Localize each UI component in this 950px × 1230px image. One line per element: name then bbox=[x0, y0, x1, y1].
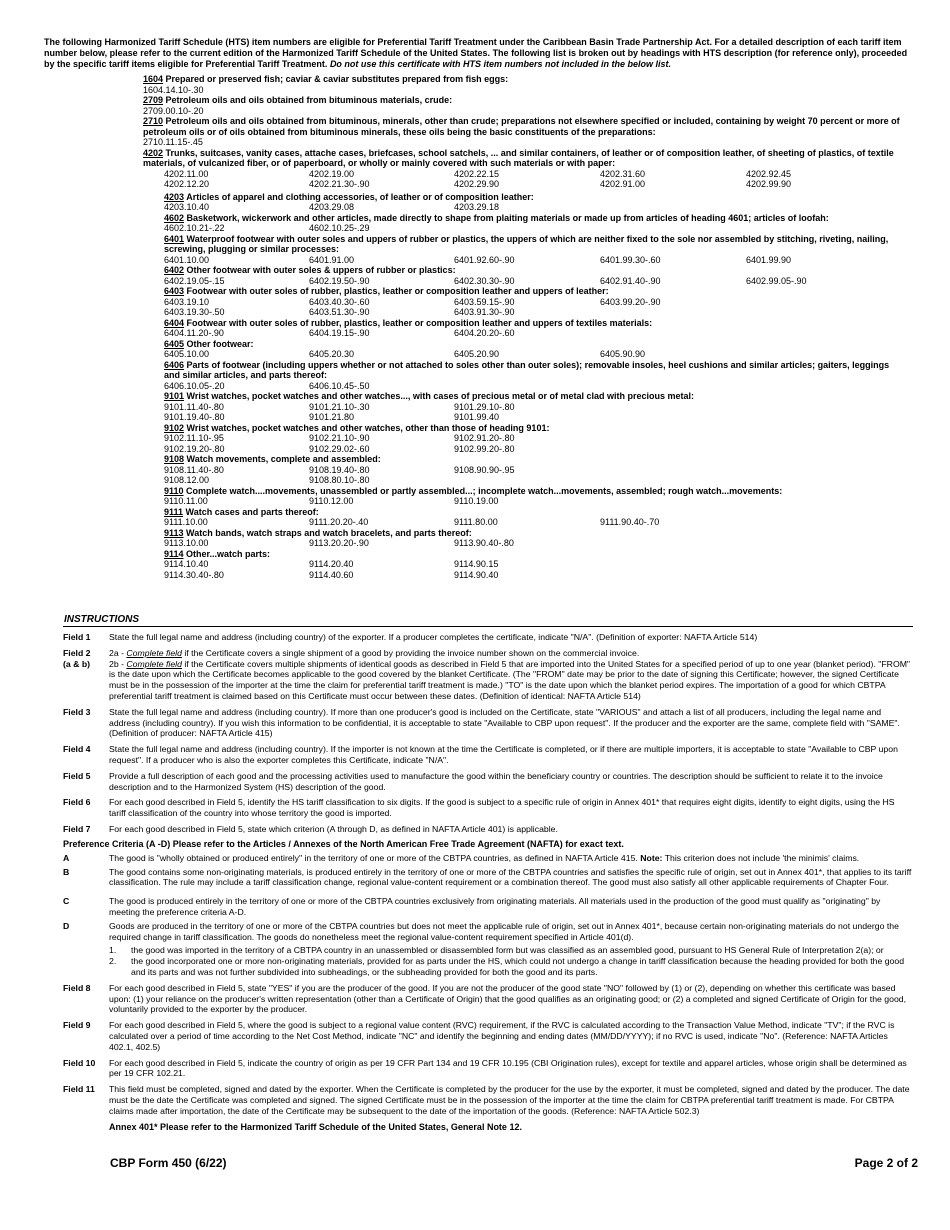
hts-item-code: 9113.20.20-.90 bbox=[309, 538, 369, 548]
hts-heading-9101 bbox=[164, 391, 904, 402]
field-9-label: Field 9 bbox=[63, 1020, 91, 1031]
hts-heading-code: 4602 bbox=[164, 212, 185, 223]
field-2-label-main: Field 2 bbox=[63, 647, 91, 658]
hts-heading-desc: Prepared or preserved fish; caviar & caviar substitutes prepared from fish eggs: bbox=[163, 74, 509, 84]
hts-item-code: 6403.19.30-.50 bbox=[164, 307, 225, 317]
hts-item-code: 9101.21.80 bbox=[309, 412, 355, 422]
hts-heading-code: 6403 bbox=[164, 286, 185, 296]
hts-item-code: 6401.91.00 bbox=[309, 254, 355, 265]
field-4 bbox=[63, 744, 913, 766]
hts-heading-desc: Other footwear: bbox=[184, 338, 254, 349]
field-1-label: Field 1 bbox=[63, 632, 91, 642]
hts-heading-desc: Footwear with outer soles of rubber, plastics, leather or composition leather and uppers of textiles materials: bbox=[184, 317, 653, 328]
hts-heading-code: 9110 bbox=[164, 485, 184, 496]
hts-item-code: 9102.99.20-.80 bbox=[454, 443, 515, 454]
hts-heading-desc: Petroleum oils and oils obtained from bituminous materials, crude: bbox=[163, 95, 453, 105]
criterion-a-text bbox=[109, 853, 913, 864]
hts-code-row bbox=[0, 412, 950, 423]
sub-1-number: 1. bbox=[109, 945, 117, 956]
hts-item-code: 9101.99.40 bbox=[454, 412, 500, 422]
field-8-label: Field 8 bbox=[63, 982, 91, 993]
field-2b-link: Complete field bbox=[126, 658, 182, 669]
hts-code-row bbox=[0, 255, 950, 266]
hts-item-code: 6402.30.30-.90 bbox=[454, 275, 515, 286]
criterion-c bbox=[63, 896, 913, 918]
hts-item-code: 6404.20.20-.60 bbox=[454, 328, 515, 338]
hts-item-code: 9114.40.60 bbox=[309, 569, 354, 580]
hts-item-code: 6405.20.30 bbox=[309, 349, 355, 359]
hts-item-code: 6402.99.05-.90 bbox=[746, 275, 807, 286]
hts-item-code: 4202.11.00 bbox=[164, 168, 209, 179]
hts-item-code: 2710.11.15-.45 bbox=[143, 137, 203, 147]
hts-item-code: 9110.11.00 bbox=[164, 496, 208, 506]
hts-heading-code: 6405 bbox=[164, 338, 185, 349]
hts-item-code: 9101.21.10-.30 bbox=[309, 401, 370, 412]
hts-item-code: 4202.99.90 bbox=[746, 179, 792, 189]
hts-item-code: 9110.19.00 bbox=[454, 496, 499, 506]
field-6 bbox=[63, 797, 913, 819]
hts-item-code: 9111.20.20-.40 bbox=[309, 517, 369, 527]
field-2b bbox=[109, 659, 913, 702]
hts-item-code: 6403.91.30-.90 bbox=[454, 307, 515, 317]
hts-code-row bbox=[0, 276, 950, 287]
page-footer bbox=[110, 1156, 918, 1172]
criterion-a-body: The good is "wholly obtained or produced entirely" in the territory of one or more of the CBTPA countries, as defined in NAFTA Article 415. bbox=[109, 852, 641, 863]
preference-criteria-title: Preference Criteria (A -D) Please refer to the Articles / Annexes of the North American Free Trade Agreement (NAFTA) for exact text. bbox=[63, 838, 624, 849]
field-2a-link: Complete field bbox=[126, 647, 182, 658]
annex-note: Annex 401* Please refer to the Harmonized Tariff Schedule of the United States, General Note 12. bbox=[109, 1122, 522, 1133]
hts-item-code: 9111.10.00 bbox=[164, 517, 208, 527]
hts-item-code: 6403.99.20-.90 bbox=[600, 296, 661, 307]
hts-item-code: 4202.22.15 bbox=[454, 168, 500, 179]
field-3-label: Field 3 bbox=[63, 706, 91, 717]
field-11 bbox=[63, 1084, 913, 1116]
hts-code-row bbox=[0, 496, 950, 507]
criterion-d-label: D bbox=[63, 920, 70, 931]
hts-heading-9102 bbox=[164, 423, 904, 434]
hts-heading-code: 2710 bbox=[143, 116, 164, 126]
field-2a-text: if the Certificate covers a single shipment of a good by providing the invoice number shown on the commercial invoice. bbox=[181, 647, 640, 658]
instructions-title: INSTRUCTIONS bbox=[63, 614, 913, 627]
hts-heading-desc: Complete watch....movements, unassembled or partly assembled...; incomplete watch...movements, assembled; rough watch...movements: bbox=[183, 485, 783, 496]
hts-item-code: 9114.10.40 bbox=[164, 559, 209, 569]
field-9 bbox=[63, 1020, 913, 1052]
hts-heading-code: 1604 bbox=[143, 74, 164, 84]
hts-item-code: 9110.12.00 bbox=[309, 496, 354, 506]
hts-item-code: 9114.90.40 bbox=[454, 569, 499, 580]
hts-heading-6402 bbox=[164, 265, 904, 276]
hts-heading-desc: Other...watch parts: bbox=[183, 548, 271, 559]
hts-item-code: 4202.12.20 bbox=[164, 179, 210, 189]
criterion-d-sub-2 bbox=[109, 956, 913, 978]
hts-heading-2710 bbox=[143, 116, 903, 137]
hts-heading-9111 bbox=[164, 507, 904, 518]
intro-text: The following Harmonized Tariff Schedule (HTS) item numbers are eligible for Preferential Tariff Treatment under the Caribbean Basin Trade Partnership Act. For a detailed description of each tariff item number below, please refer to the current edition of the Harmonized Tariff Schedule of the United States. The following list is broken out by headings with HTS description (for reference only), proceeded by the specific tariff items eligible for Preferential Tariff Treatment. bbox=[44, 37, 908, 69]
hts-heading-6404 bbox=[164, 318, 904, 329]
field-7-text: For each good described in Field 5, state which criterion (A through D, as defined in NAFTA Article 401) is applicable. bbox=[109, 823, 558, 834]
hts-item-code: 9111.80.00 bbox=[454, 517, 498, 527]
hts-code-row bbox=[0, 137, 950, 148]
hts-heading-code: 6406 bbox=[164, 359, 185, 370]
hts-item-code: 4202.19.00 bbox=[309, 168, 355, 179]
hts-item-code: 4203.10.40 bbox=[164, 202, 210, 212]
hts-heading-6401 bbox=[164, 234, 904, 255]
hts-heading-code: 6402 bbox=[164, 265, 185, 275]
criterion-d bbox=[63, 921, 913, 943]
hts-heading-desc: Waterproof footwear with outer soles and uppers of rubber or plastics, the uppers of which are neither fixed to the sole nor assembled by stitching, riveting, nailing, screwing, plugging or similar processes: bbox=[164, 233, 889, 254]
field-4-label: Field 4 bbox=[63, 744, 91, 755]
hts-code-row bbox=[0, 570, 950, 581]
hts-item-code: 9101.19.40-.80 bbox=[164, 412, 225, 422]
hts-item-code: 6402.91.40-.90 bbox=[600, 275, 661, 286]
hts-heading-code: 4202 bbox=[143, 147, 164, 158]
form-number: CBP Form 450 (6/22) bbox=[110, 1156, 227, 1170]
hts-code-row bbox=[0, 169, 950, 180]
hts-heading-6403 bbox=[164, 286, 904, 297]
criterion-b bbox=[63, 867, 913, 889]
field-2-label-sub: (a & b) bbox=[63, 658, 91, 669]
hts-heading-9108 bbox=[164, 454, 904, 465]
intro-warning: Do not use this certificate with HTS item numbers not included in the below list. bbox=[329, 59, 671, 69]
criterion-d-sub-1 bbox=[109, 945, 913, 956]
field-2-label bbox=[63, 648, 109, 670]
hts-heading-code: 9111 bbox=[164, 506, 184, 517]
hts-code-row bbox=[0, 349, 950, 360]
hts-item-code: 4602.10.25-.29 bbox=[309, 223, 370, 233]
criterion-c-text: The good is produced entirely in the territory of one or more of the CBTPA countries exclusively from originating materials. All materials used in the production of the good must qualify as "originating" by meeting the preference criteria A-D. bbox=[109, 896, 881, 917]
hts-heading-desc: Parts of footwear (including uppers whether or not attached to soles other than outer soles); removable insoles, heel cushions and similar articles; gaiters, leggings and similar articles, and parts thereof: bbox=[164, 359, 890, 380]
field-6-text: For each good described in Field 5, identify the HS tariff classification to six digits. If the good is subject to a specific rule of origin in Annex 401* that requires eight digits, identify to eight digits, using the HS tariff classification of the country into whose territory the good is imported. bbox=[109, 797, 895, 819]
hts-heading-9114 bbox=[164, 549, 904, 560]
hts-heading-code: 9113 bbox=[164, 527, 184, 538]
hts-list bbox=[0, 74, 950, 580]
hts-item-code: 9108.80.10-.80 bbox=[309, 475, 370, 485]
hts-item-code: 9108.19.40-.80 bbox=[309, 464, 370, 475]
hts-item-code: 9101.11.40-.80 bbox=[164, 401, 224, 412]
hts-item-code: 9111.90.40-.70 bbox=[600, 517, 660, 527]
hts-item-code: 6401.10.00 bbox=[164, 254, 210, 265]
hts-code-row bbox=[0, 328, 950, 339]
hts-heading-9113 bbox=[164, 528, 904, 539]
hts-code-row bbox=[0, 202, 950, 213]
hts-item-code: 6405.10.00 bbox=[164, 349, 210, 359]
hts-item-code: 9108.12.00 bbox=[164, 475, 210, 485]
hts-item-code: 6403.40.30-.60 bbox=[309, 296, 370, 307]
instructions-section bbox=[63, 614, 913, 1132]
hts-item-code: 4202.21.30-.90 bbox=[309, 179, 370, 189]
field-9-text: For each good described in Field 5, where the good is subject to a regional value content (RVC) requirement, if the RVC is calculated according to the Transaction Value Method, indicate "TV"; if the RVC is calculated over a period of time according to the Net Cost Method, indicate "NC" and identify the beginning and ending dates (MM/DD/YYYY); if no RVC is used, indicate "No". (Reference: NAFTA Articles 402.1, 402.5) bbox=[109, 1020, 895, 1052]
field-2a bbox=[109, 648, 913, 659]
hts-code-row bbox=[0, 106, 950, 117]
hts-item-code: 6401.99.30-.60 bbox=[600, 254, 661, 265]
field-2-text bbox=[109, 648, 913, 702]
hts-heading-desc: Wrist watches, pocket watches and other watches, other than those of heading 9101: bbox=[184, 422, 550, 433]
hts-item-code: 9113.10.00 bbox=[164, 538, 209, 548]
hts-item-code: 9114.90.15 bbox=[454, 559, 499, 569]
criterion-a-note: This criterion does not include 'the minimis' claims. bbox=[662, 852, 860, 863]
field-5 bbox=[63, 771, 913, 793]
field-10 bbox=[63, 1058, 913, 1080]
field-5-text: Provide a full description of each good and the processing activities used to manufacture the good within the beneficiary country or countries. The description should be sufficient to relate it to the invoice description and to the Harmonized System (HS) description of the good. bbox=[109, 770, 883, 792]
field-7 bbox=[63, 824, 913, 835]
hts-item-code: 9102.11.10-.95 bbox=[164, 433, 224, 443]
hts-item-code: 6402.19.05-.15 bbox=[164, 275, 225, 286]
hts-heading-code: 9114 bbox=[164, 548, 184, 559]
hts-heading-desc: Wrist watches, pocket watches and other watches..., with cases of precious metal or of metal clad with precious metal: bbox=[184, 391, 695, 401]
hts-code-row bbox=[0, 433, 950, 444]
hts-item-code: 9108.90.90-.95 bbox=[454, 464, 515, 475]
hts-item-code: 4203.29.18 bbox=[454, 202, 500, 212]
hts-item-code: 2709.00.10-.20 bbox=[143, 105, 204, 116]
hts-code-row bbox=[0, 85, 950, 96]
hts-item-code: 4202.31.60 bbox=[600, 168, 646, 179]
criterion-c-label: C bbox=[63, 896, 70, 907]
hts-code-row bbox=[0, 297, 950, 308]
hts-code-row bbox=[0, 538, 950, 549]
hts-item-code: 9102.19.20-.80 bbox=[164, 443, 225, 454]
hts-heading-code: 6401 bbox=[164, 233, 185, 244]
field-2b-text: if the Certificate covers multiple shipments of identical goods as described in Field 5 that are imported into the United States for a specified period of up to one year (blanket period). "FROM" is the date upon which the Certificate becomes applicable to the good covered by the blanket Certificate. (The "FROM" date may be prior to the date of signing this Certificate; however, the signed Certificate must be in the possession of the importer at the time the claim for preferential tariff treatment is made.) "TO" is the date upon which the blanket period expires. The importation of a good for which CBTPA preferential tariff treatment is claimed based on this Certificate must occur between these dates. (Definition of identical: NAFTA Article 514) bbox=[109, 658, 911, 701]
sub-2-number: 2. bbox=[109, 956, 117, 967]
hts-item-code: 6406.10.05-.20 bbox=[164, 380, 225, 391]
hts-item-code: 9114.30.40-.80 bbox=[164, 569, 224, 580]
hts-heading-6405 bbox=[164, 339, 904, 350]
field-3-text: State the full legal name and address (including country). If more than one producer's good is included on the Certificate, state "VARIOUS" and attach a list of all producers, including the legal name and address (including country). If you wish this information to be confidential, it is acceptable to state "Available to CBP upon request". If the producer and the exporter are the same, complete field with "SAME". (Definition of producer: NAFTA Article 415) bbox=[109, 706, 900, 739]
hts-heading-desc: Footwear with outer soles of rubber, plastics, leather or composition leather and uppers of leather: bbox=[184, 286, 609, 296]
hts-heading-desc: Watch cases and parts thereof: bbox=[183, 506, 319, 517]
field-10-text: For each good described in Field 5, indicate the country of origin as per 19 CFR Part 134 and 19 CFR 10.195 (CBI Origination rules), except for textile and apparel articles, whose origin shall be determined as per 19 CFR 102.21. bbox=[109, 1057, 907, 1079]
field-8-text: For each good described in Field 5, state "YES" if you are the producer of the good. If you are not the producer of the good state "NO" followed by (1) or (2), depending on whether this certificate was based upon: (1) your reliance on the producer's written representation (other than a Certificate of Origin) that the good qualifies as an originating good; or (2) a completed and signed Certificate of Origin for the good, voluntarily provided to the exporter by the producer. bbox=[109, 982, 907, 1015]
hts-item-code: 9114.20.40 bbox=[309, 559, 354, 569]
hts-code-row bbox=[0, 444, 950, 455]
hts-code-row bbox=[0, 179, 950, 190]
intro-paragraph bbox=[44, 37, 910, 70]
hts-item-code: 6406.10.45-.50 bbox=[309, 380, 370, 391]
field-2 bbox=[63, 648, 913, 702]
hts-item-code: 9102.21.10-.90 bbox=[309, 433, 370, 443]
hts-item-code: 6405.90.90 bbox=[600, 349, 646, 359]
hts-heading-code: 9108 bbox=[164, 454, 185, 464]
criterion-d-text: Goods are produced in the territory of one or more of the CBTPA countries but does not meet the applicable rule of origin, set out in Annex 401*, because certain non-originating materials do not undergo the required change in tariff classification. The goods do nonetheless meet the regional value-content requirement specified in Article 401(d). bbox=[109, 920, 899, 942]
hts-item-code: 9101.29.10-.80 bbox=[454, 401, 515, 412]
field-1 bbox=[63, 632, 913, 643]
field-5-label: Field 5 bbox=[63, 770, 91, 781]
hts-heading-code: 6404 bbox=[164, 317, 185, 328]
sub-2-text: the good incorporated one or more non-originating materials, provided for as parts under the HS, which could not undergo a change in tariff classification because the heading provided for both the good and its parts and was not further subdivided into subheadings, or the subheading provided for both the good and its parts. bbox=[131, 956, 905, 977]
field-11-text: This field must be completed, signed and dated by the exporter. When the Certificate is completed by the producer for the use by the exporter, it must be completed, signed and dated by the producer. The date must be the date the Certificate was completed and signed. The signed Certificate must be in the possession of the importer at the time the claim for CBTPA preferential tariff treatment is made. For CBTPA claims made after importation, the date of the Certificate may be subsequent to the date of the importation of the goods. (Reference: NAFTA Article 502.3) bbox=[109, 1084, 910, 1116]
field-3 bbox=[63, 707, 913, 739]
hts-item-code: 6404.19.15-.90 bbox=[309, 328, 370, 338]
sub-1-text: the good was imported in the territory of a CBTPA country in an unassembled or disassembled form but was classified as an assembled good, pursuant to HS General Rule of Interpretation 2(a); or bbox=[131, 945, 884, 956]
hts-item-code: 4202.92.45 bbox=[746, 168, 792, 179]
criterion-a bbox=[63, 853, 913, 864]
hts-item-code: 6403.19.10 bbox=[164, 296, 210, 307]
field-4-text: State the full legal name and address (including country). If the importer is not known at the time the Certificate is completed, or if there are multiple importers, it is acceptable to state "Available to CBP upon request". If a producer who is also the exporter completes this Certificate, indicate "N/A". bbox=[109, 744, 898, 765]
hts-code-row bbox=[0, 475, 950, 486]
criterion-a-label: A bbox=[63, 852, 70, 863]
hts-item-code: 9102.29.02-.60 bbox=[309, 443, 370, 454]
hts-heading-4602 bbox=[164, 213, 904, 224]
criterion-b-label: B bbox=[63, 866, 70, 877]
hts-item-code: 4202.91.00 bbox=[600, 179, 646, 189]
hts-item-code: 6401.99.90 bbox=[746, 254, 792, 265]
hts-heading-desc: Watch movements, complete and assembled: bbox=[184, 454, 381, 464]
field-2a-prefix: 2a - bbox=[109, 647, 127, 658]
hts-item-code: 9108.11.40-.80 bbox=[164, 464, 224, 475]
hts-item-code: 4602.10.21-.22 bbox=[164, 223, 225, 233]
hts-heading-code: 4203 bbox=[164, 191, 185, 202]
hts-heading-desc: Watch bands, watch straps and watch bracelets, and parts thereof: bbox=[183, 527, 472, 538]
hts-code-row bbox=[0, 465, 950, 476]
hts-code-row bbox=[0, 559, 950, 570]
field-11-label: Field 11 bbox=[63, 1084, 95, 1095]
hts-heading-9110 bbox=[164, 486, 904, 497]
hts-item-code: 6404.11.20-.90 bbox=[164, 328, 224, 338]
field-1-text: State the full legal name and address (including country) of the exporter. If a producer completes the certificate, indicate "N/A". (Definition of exporter: NAFTA Article 514) bbox=[109, 632, 758, 642]
field-7-label: Field 7 bbox=[63, 823, 91, 834]
field-8 bbox=[63, 983, 913, 1015]
hts-code-row bbox=[0, 223, 950, 234]
hts-heading-desc: Articles of apparel and clothing accessories, of leather or of composition leather: bbox=[184, 191, 534, 202]
hts-heading-code: 9102 bbox=[164, 422, 185, 433]
hts-code-row bbox=[0, 402, 950, 413]
field-2b-prefix: 2b - bbox=[109, 658, 127, 669]
hts-item-code: 6403.59.15-.90 bbox=[454, 296, 515, 307]
hts-heading-2709 bbox=[143, 95, 903, 106]
hts-heading-desc: Basketwork, wickerwork and other articles, made directly to shape from plaiting materials or made up from articles of heading 4601; articles of loofah: bbox=[184, 212, 829, 223]
hts-item-code: 6402.19.50-.90 bbox=[309, 275, 370, 286]
hts-item-code: 6401.92.60-.90 bbox=[454, 254, 515, 265]
criterion-a-note-label: Note: bbox=[640, 852, 663, 863]
hts-item-code: 9102.91.20-.80 bbox=[454, 433, 515, 443]
hts-heading-4203 bbox=[164, 192, 904, 203]
hts-item-code: 4202.29.90 bbox=[454, 179, 500, 189]
field-6-label: Field 6 bbox=[63, 797, 91, 808]
hts-code-row bbox=[0, 517, 950, 528]
hts-heading-1604 bbox=[143, 74, 903, 85]
hts-code-row bbox=[0, 381, 950, 392]
hts-heading-desc: Trunks, suitcases, vanity cases, attache cases, briefcases, school satchels, ... and similar containers, of leather or of composition leather, of sheeting of plastics, of textile materials, of vulcanized fiber, or of paperboard, or wholly or mainly covered with such materials or with paper: bbox=[143, 147, 894, 168]
hts-heading-desc: Other footwear with outer soles & uppers of rubber or plastics: bbox=[184, 265, 456, 275]
page-number: Page 2 of 2 bbox=[854, 1156, 918, 1170]
hts-heading-6406 bbox=[164, 360, 904, 381]
criterion-b-text: The good contains some non-originating materials, is produced entirely in the territory of one or more of the CBTPA countries and satisfies the specific rule of origin, set out in Annex 401*, that applies to its tariff classification. The rule may include a tariff classification change, regional value-content requirement or a combination thereof. The good must also satisfy all other applicable requirements of Chapter Four. bbox=[109, 866, 912, 888]
hts-heading-code: 2709 bbox=[143, 95, 164, 105]
hts-item-code: 6405.20.90 bbox=[454, 349, 500, 359]
hts-item-code: 1604.14.10-.30 bbox=[143, 84, 204, 95]
hts-code-row bbox=[0, 307, 950, 318]
hts-item-code: 4203.29.08 bbox=[309, 202, 355, 212]
hts-heading-code: 9101 bbox=[164, 391, 185, 401]
field-10-label: Field 10 bbox=[63, 1057, 96, 1068]
hts-item-code: 9113.90.40-.80 bbox=[454, 538, 514, 548]
hts-heading-desc: Petroleum oils and oils obtained from bituminous, minerals, other than crude; preparations not elsewhere specified or included, containing by weight 70 percent or more of petroleum oils or of oils obtained from bituminous minerals, these oils being the basic constituents of the preparations: bbox=[143, 116, 900, 137]
hts-item-code: 6403.51.30-.90 bbox=[309, 307, 370, 317]
hts-heading-4202 bbox=[143, 148, 903, 169]
